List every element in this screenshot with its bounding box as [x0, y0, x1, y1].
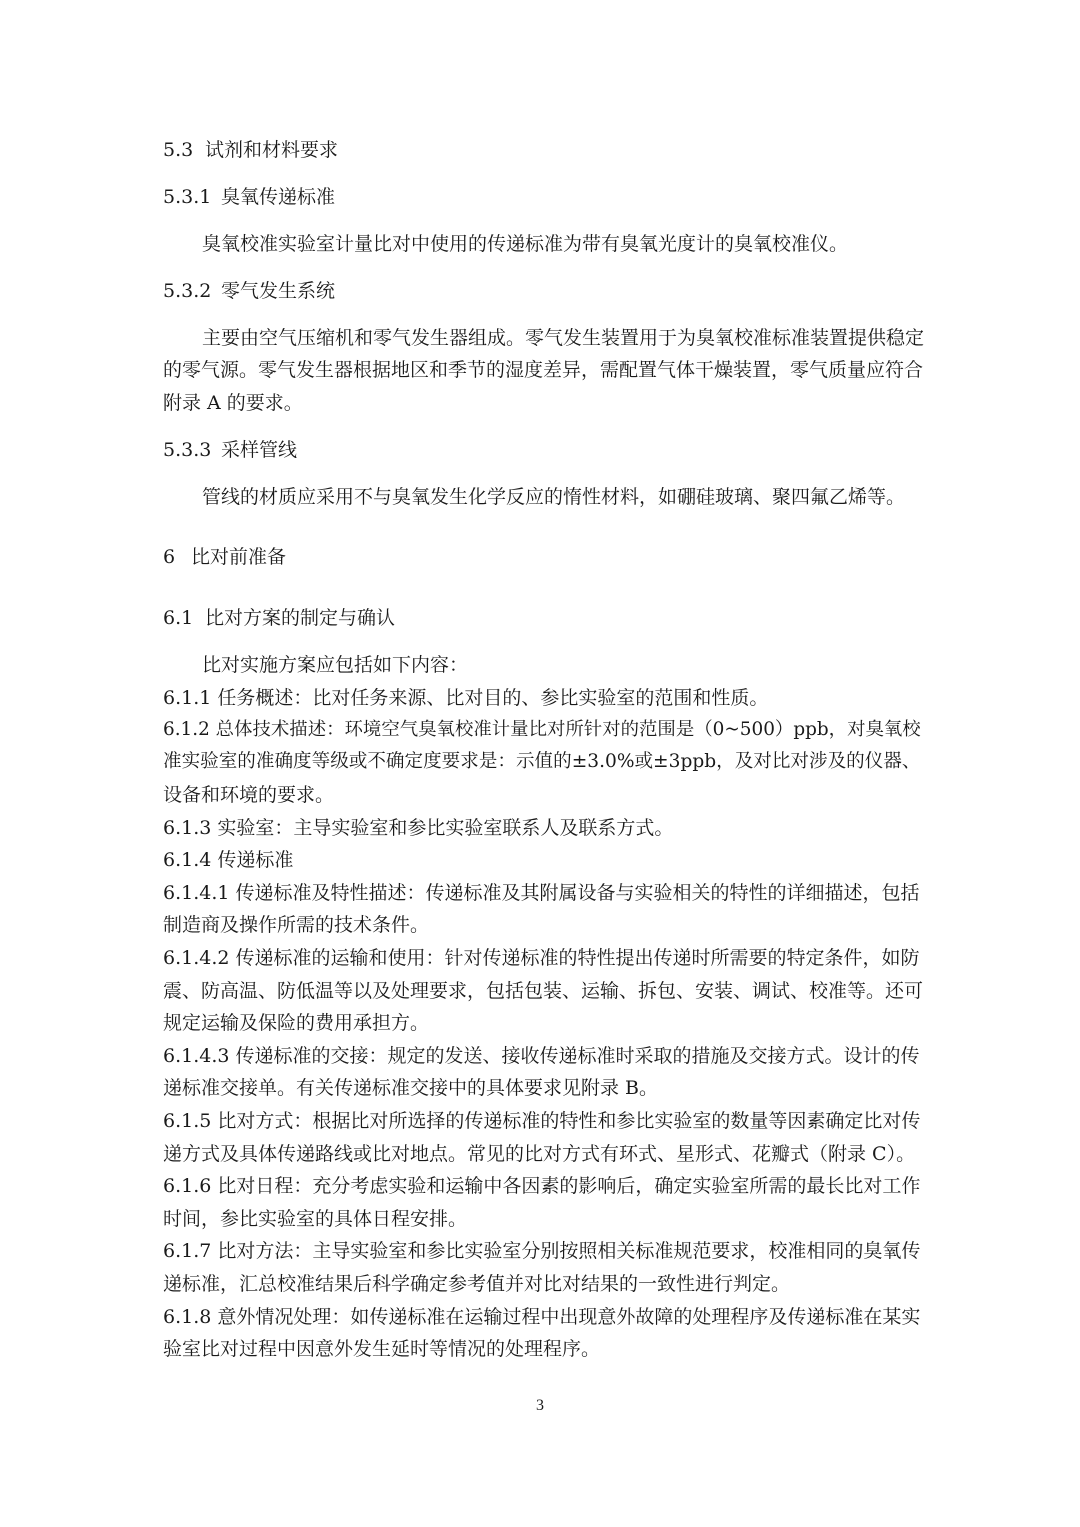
paragraph-line: 臭氧校准实验室计量比对中使用的传递标准为带有臭氧光度计的臭氧校准仪。 — [202, 233, 849, 255]
list-item-line: 6.1.1 任务概述：比对任务来源、比对目的、参比实验室的范围和性质。 — [163, 687, 769, 709]
section-heading-5-3 — [163, 134, 923, 166]
section-title: 零气发生系统 — [221, 280, 336, 302]
section-heading-5-3-3 — [163, 434, 923, 466]
section-title: 采样管线 — [221, 439, 298, 461]
section-number: 5.3.1 — [163, 186, 212, 208]
section-title: 臭氧传递标准 — [221, 186, 336, 208]
section-heading-6 — [163, 541, 923, 573]
list-item-line: 递方式及具体传递路线或比对地点。常见的比对方式有环式、星形式、花瓣式（附录 C）。 — [163, 1143, 916, 1165]
list-item-line: 6.1.6 比对日程：充分考虑实验和运输中各因素的影响后，确定实验室所需的最长比对工作 — [163, 1175, 921, 1197]
list-item-line: 震、防高温、防低温等以及处理要求，包括包装、运输、拆包、安装、调试、校准等。还可 — [163, 980, 924, 1002]
list-item-line: 制造商及操作所需的技术条件。 — [163, 914, 430, 936]
list-item-line: 6.1.4.1 传递标准及特性描述：传递标准及其附属设备与实验相关的特性的详细描述，包括 — [163, 882, 920, 904]
list-item-line: 递标准，汇总校准结果后科学确定参考值并对比对结果的一致性进行判定。 — [163, 1273, 791, 1295]
list-item-line: 6.1.5 比对方式：根据比对所选择的传递标准的特性和参比实验室的数量等因素确定比对传 — [163, 1110, 921, 1132]
paragraph-line: 附录 A 的要求。 — [163, 392, 303, 414]
section-title: 比对方案的制定与确认 — [205, 607, 396, 629]
list-item-line: 递标准交接单。有关传递标准交接中的具体要求见附录 B。 — [163, 1077, 659, 1099]
section-heading-5-3-2 — [163, 275, 923, 307]
section-title: 试剂和材料要求 — [205, 139, 339, 161]
section-title: 比对前准备 — [191, 546, 287, 568]
section-heading-5-3-1 — [163, 181, 923, 213]
section-number: 5.3 — [163, 139, 194, 161]
list-item-line: 6.1.3 实验室：主导实验室和参比实验室联系人及联系方式。 — [163, 817, 674, 839]
paragraph-line: 比对实施方案应包括如下内容： — [202, 654, 469, 676]
paragraph-line: 主要由空气压缩机和零气发生器组成。零气发生装置用于为臭氧校准标准装置提供稳定 — [202, 327, 925, 349]
list-item-line: 验室比对过程中因意外发生延时等情况的处理程序。 — [163, 1338, 601, 1360]
section-number: 6.1 — [163, 607, 194, 629]
page-number: 3 — [536, 1397, 544, 1414]
section-number: 5.3.3 — [163, 439, 212, 461]
list-item-line: 准实验室的准确度等级或不确定度要求是：示值的±3.0%或±3ppb，及对比对涉及的仪器、 — [163, 751, 921, 772]
paragraph-line: 管线的材质应采用不与臭氧发生化学反应的惰性材料，如硼硅玻璃、聚四氟乙烯等。 — [202, 486, 906, 508]
list-item-line: 时间，参比实验室的具体日程安排。 — [163, 1208, 468, 1230]
list-item-line: 6.1.2 总体技术描述：环境空气臭氧校准计量比对所针对的范围是（0~500）ppb，对臭氧校 — [163, 719, 921, 740]
paragraph-line: 的零气源。零气发生器根据地区和季节的湿度差异，需配置气体干燥装置，零气质量应符合 — [163, 359, 924, 381]
list-item-line: 6.1.8 意外情况处理：如传递标准在运输过程中出现意外故障的处理程序及传递标准在某实 — [163, 1306, 921, 1328]
section-number: 6 — [163, 546, 176, 568]
list-item-line: 6.1.7 比对方法：主导实验室和参比实验室分别按照相关标准规范要求，校准相同的臭氧传 — [163, 1240, 921, 1262]
list-item-line: 设备和环境的要求。 — [163, 784, 335, 806]
section-heading-6-1 — [163, 602, 923, 634]
section-number: 5.3.2 — [163, 280, 212, 302]
list-item-line: 6.1.4.2 传递标准的运输和使用：针对传递标准的特性提出传递时所需要的特定条件，如防 — [163, 947, 920, 969]
list-item-line: 6.1.4 传递标准 — [163, 849, 294, 871]
list-item-line: 规定运输及保险的费用承担方。 — [163, 1012, 430, 1034]
list-item-line: 6.1.4.3 传递标准的交接：规定的发送、接收传递标准时采取的措施及交接方式。设计的传 — [163, 1045, 920, 1067]
